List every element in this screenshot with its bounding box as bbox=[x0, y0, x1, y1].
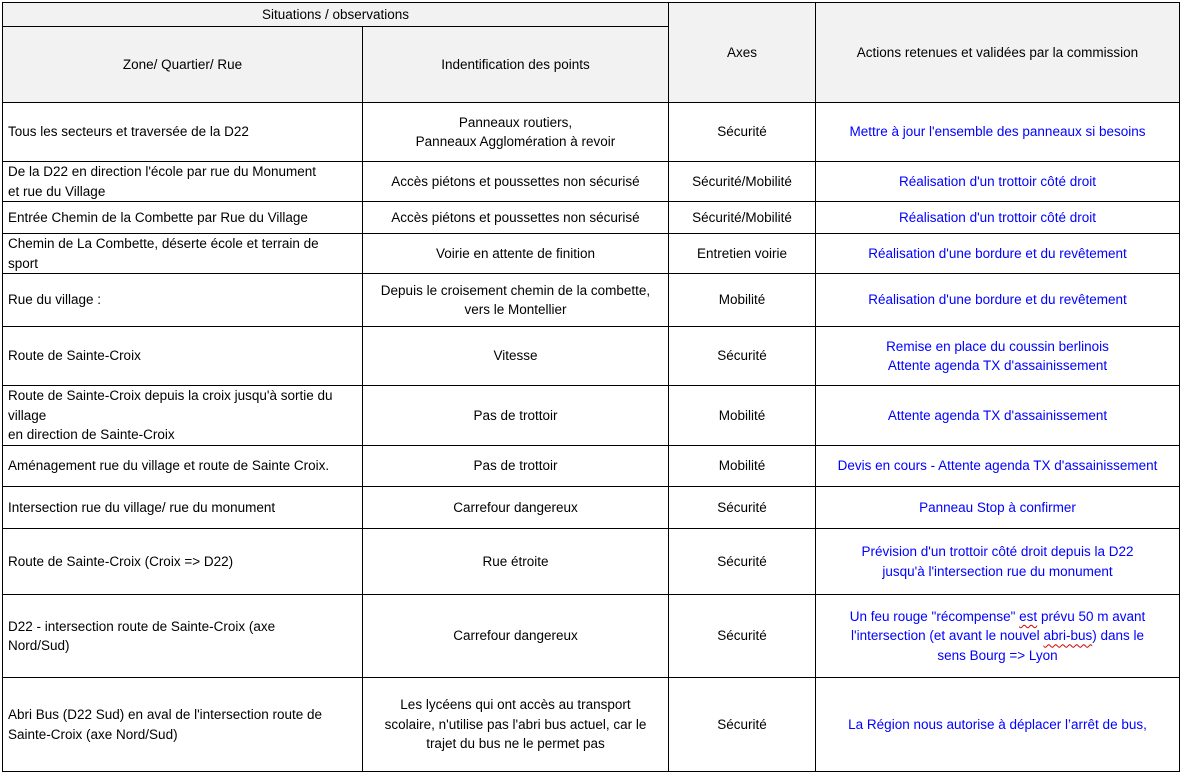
cell-axe-text: Sécurité bbox=[717, 499, 767, 515]
cell-zone-line: Sainte-Croix (axe Nord/Sud) bbox=[8, 726, 178, 742]
cell-zone-line: Route de Sainte-Croix depuis la croix jusqu'à sortie du bbox=[8, 388, 333, 404]
cell-axe bbox=[669, 327, 816, 386]
cell-action-line: l'intersection (et avant le nouvel abri-bus) dans le bbox=[851, 628, 1144, 644]
cell-action bbox=[816, 678, 1180, 772]
cell-action bbox=[816, 529, 1180, 595]
cell-axe-text: Entretien voirie bbox=[696, 245, 788, 261]
cell-points-line: Panneaux Agglomération à revoir bbox=[415, 134, 616, 149]
cell-zone-line: et rue du Village bbox=[8, 183, 106, 199]
cell-zone bbox=[3, 529, 363, 595]
cell-points bbox=[363, 446, 669, 487]
table-row bbox=[3, 103, 1180, 162]
cell-points bbox=[363, 274, 669, 327]
cell-zone bbox=[3, 595, 363, 678]
cell-points bbox=[363, 678, 669, 772]
cell-points bbox=[363, 386, 669, 446]
cell-action-line: Mettre à jour l'ensemble des panneaux si besoins bbox=[849, 124, 1146, 140]
cell-zone bbox=[3, 162, 363, 202]
cell-action-line: Réalisation d'un trottoir côté droit bbox=[899, 209, 1096, 225]
cell-zone-line: De la D22 en direction l'école par rue du Monument bbox=[8, 164, 317, 179]
cell-points bbox=[363, 162, 669, 202]
cell-action bbox=[816, 202, 1180, 234]
cell-axe-text: Sécurité bbox=[717, 124, 767, 140]
cell-points-line: vers le Montellier bbox=[464, 302, 567, 317]
cell-zone-line: Chemin de La Combette, déserte école et terrain de bbox=[8, 236, 319, 251]
cell-points bbox=[363, 487, 669, 529]
cell-points bbox=[363, 595, 669, 678]
cell-zone bbox=[3, 327, 363, 386]
cell-points-line: Pas de trottoir bbox=[473, 458, 558, 474]
table-row bbox=[3, 595, 1180, 678]
cell-axe-text: Sécurité/Mobilité bbox=[692, 209, 792, 225]
cell-zone bbox=[3, 386, 363, 446]
cell-axe bbox=[669, 202, 816, 234]
cell-points-line: Rue étroite bbox=[482, 553, 549, 569]
table-row bbox=[3, 234, 1180, 274]
cell-axe-text: Sécurité bbox=[717, 628, 767, 644]
cell-points-line: Depuis le croisement chemin de la combette, bbox=[380, 282, 651, 298]
cell-action-line: La Région nous autorise à déplacer l’arrêt de bus, bbox=[848, 716, 1147, 732]
cell-action bbox=[816, 446, 1180, 487]
header-points: Indentification des points bbox=[363, 27, 669, 103]
cell-zone-line: village bbox=[8, 407, 47, 423]
cell-zone bbox=[3, 103, 363, 162]
cell-action-line: Prévision d'un trottoir côté droit depuis la D22 bbox=[861, 544, 1134, 559]
cell-zone bbox=[3, 487, 363, 529]
cell-axe bbox=[669, 234, 816, 274]
cell-action-line: jusqu'à l'intersection rue du monument bbox=[882, 563, 1113, 579]
cell-axe bbox=[669, 529, 816, 595]
cell-action-line: Panneau Stop à confirmer bbox=[919, 499, 1076, 515]
cell-zone bbox=[3, 202, 363, 234]
cell-points bbox=[363, 103, 669, 162]
cell-zone-line: Route de Sainte-Croix bbox=[8, 348, 141, 364]
cell-axe-text: Mobilité bbox=[718, 407, 766, 423]
cell-action-line: Attente agenda TX d'assainissement bbox=[887, 407, 1108, 423]
table-row bbox=[3, 162, 1180, 202]
cell-action-line: sens Bourg => Lyon bbox=[937, 647, 1058, 663]
cell-zone-line: Route de Sainte-Croix (Croix => D22) bbox=[8, 553, 234, 569]
cell-zone-line: Entrée Chemin de la Combette par Rue du Village bbox=[8, 209, 308, 225]
header-actions: Actions retenues et validées par la commission bbox=[816, 3, 1180, 103]
table-row bbox=[3, 678, 1180, 772]
table-row bbox=[3, 386, 1180, 446]
cell-points-line: Accès piétons et poussettes non sécurisé bbox=[391, 209, 640, 225]
cell-action bbox=[816, 595, 1180, 678]
header-axes: Axes bbox=[669, 3, 816, 103]
table-row bbox=[3, 487, 1180, 529]
cell-axe bbox=[669, 595, 816, 678]
cell-action bbox=[816, 162, 1180, 202]
cell-zone bbox=[3, 446, 363, 487]
cell-zone bbox=[3, 234, 363, 274]
cell-points-line: Panneaux routiers, bbox=[458, 114, 573, 130]
cell-axe-text: Mobilité bbox=[718, 292, 766, 308]
cell-axe bbox=[669, 103, 816, 162]
cell-points-line: Carrefour dangereux bbox=[453, 628, 578, 644]
cell-action bbox=[816, 234, 1180, 274]
cell-action-line: Réalisation d'une bordure et du revêtement bbox=[868, 292, 1127, 308]
cell-zone-line: D22 - intersection route de Sainte-Croix (axe bbox=[8, 618, 276, 634]
cell-points-line: Vitesse bbox=[493, 348, 538, 364]
cell-action bbox=[816, 327, 1180, 386]
cell-zone-line: en direction de Sainte-Croix bbox=[8, 427, 175, 443]
cell-action bbox=[816, 103, 1180, 162]
cell-action bbox=[816, 487, 1180, 529]
cell-action-line: Réalisation d'un trottoir côté droit bbox=[899, 173, 1096, 189]
cell-points bbox=[363, 327, 669, 386]
cell-zone-line: Tous les secteurs et traversée de la D22 bbox=[8, 124, 249, 140]
cell-action-line: Devis en cours - Attente agenda TX d'assainissement bbox=[837, 458, 1158, 474]
cell-zone-line: Aménagement rue du village et route de Sainte Croix. bbox=[8, 458, 330, 474]
cell-axe bbox=[669, 487, 816, 529]
cell-axe bbox=[669, 386, 816, 446]
cell-zone-line: Intersection rue du village/ rue du monument bbox=[8, 499, 276, 515]
cell-zone-line: sport bbox=[8, 255, 39, 271]
cell-zone-line: Rue du village : bbox=[8, 292, 102, 308]
cell-axe-text: Sécurité bbox=[717, 553, 767, 569]
header-situations: Situations / observations bbox=[3, 3, 669, 27]
cell-axe bbox=[669, 446, 816, 487]
cell-zone bbox=[3, 274, 363, 327]
cell-zone-line: Nord/Sud) bbox=[8, 638, 70, 653]
cell-action-line: Réalisation d'une bordure et du revêtement bbox=[868, 245, 1127, 261]
cell-points-line: Les lycéens qui ont accès au transport bbox=[400, 697, 631, 713]
cell-points-line: Carrefour dangereux bbox=[453, 499, 578, 515]
cell-points bbox=[363, 234, 669, 274]
cell-action bbox=[816, 274, 1180, 327]
cell-points bbox=[363, 529, 669, 595]
cell-axe-text: Mobilité bbox=[718, 458, 766, 474]
table-row bbox=[3, 529, 1180, 595]
cell-points-line: scolaire, n'utilise pas l'abri bus actuel, car le bbox=[384, 716, 647, 732]
spellcheck-underline: abri-bus bbox=[1043, 628, 1093, 644]
header-zone: Zone/ Quartier/ Rue bbox=[3, 27, 363, 103]
cell-points-line: trajet du bus ne le permet pas bbox=[426, 736, 605, 752]
cell-axe-text: Sécurité bbox=[717, 348, 767, 364]
table-row bbox=[3, 274, 1180, 327]
table-row bbox=[3, 327, 1180, 386]
cell-action bbox=[816, 386, 1180, 446]
cell-points bbox=[363, 202, 669, 234]
table-row bbox=[3, 202, 1180, 234]
cell-action-line: Un feu rouge "récompense" est prévu 50 m avant bbox=[849, 608, 1146, 624]
cell-axe bbox=[669, 274, 816, 327]
cell-action-line: Remise en place du coussin berlinois bbox=[886, 338, 1109, 354]
cell-points-line: Accès piétons et poussettes non sécurisé bbox=[391, 173, 640, 189]
table-row bbox=[3, 446, 1180, 487]
cell-zone-line: Abri Bus (D22 Sud) en aval de l'intersection route de bbox=[8, 707, 323, 722]
cell-axe-text: Sécurité bbox=[717, 716, 767, 732]
cell-zone bbox=[3, 678, 363, 772]
actions-table bbox=[2, 2, 1180, 772]
cell-axe bbox=[669, 678, 816, 772]
spellcheck-underline: est bbox=[1019, 608, 1038, 624]
cell-action-line: Attente agenda TX d'assainissement bbox=[887, 358, 1108, 373]
cell-points-line: Pas de trottoir bbox=[473, 407, 558, 423]
cell-axe-text: Sécurité/Mobilité bbox=[692, 173, 792, 189]
cell-axe bbox=[669, 162, 816, 202]
cell-points-line: Voirie en attente de finition bbox=[435, 245, 596, 261]
